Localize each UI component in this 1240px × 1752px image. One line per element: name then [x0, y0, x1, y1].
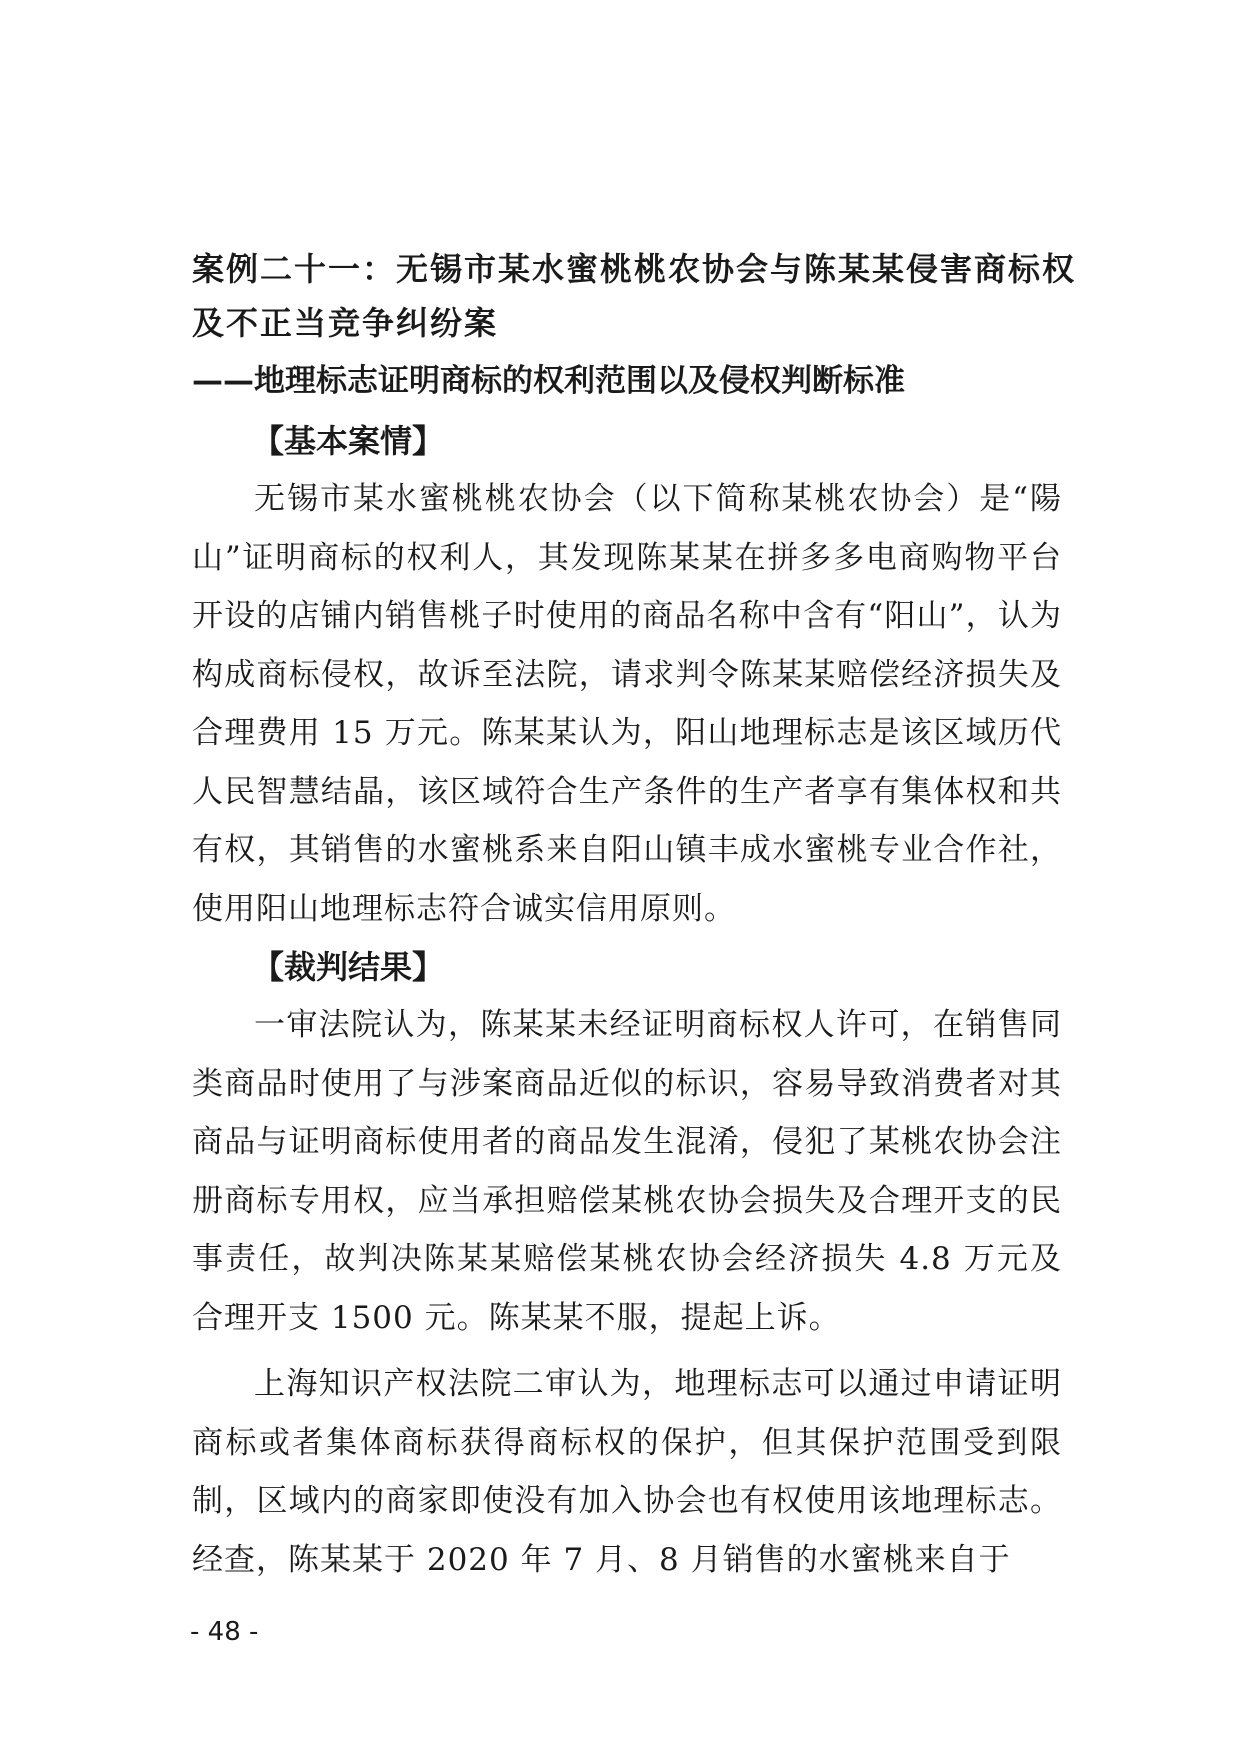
case-title-line-1: 案例二十一：无锡市某水蜜桃桃农协会与陈某某侵害商标权	[192, 250, 1077, 288]
judgment-heading: 【裁判结果】	[252, 948, 445, 986]
page-number: - 48 -	[190, 1617, 259, 1647]
second-instance-paragraph: 上海知识产权法院二审认为，地理标志可以通过申请证明商标或者集体商标获得商标权的保护，但其保护范围受到限制，区域内的商家即使没有加入协会也有权使用该地理标志。经查，陈某某于 2020 年 7 月、8 月销售的水蜜桃来自于	[192, 1366, 1062, 1578]
document-body	[192, 242, 1077, 1589]
case-subtitle: ——地理标志证明商标的权利范围以及侵权判断标准	[192, 363, 905, 399]
first-instance-paragraph: 一审法院认为，陈某某未经证明商标权人许可，在销售同类商品时使用了与涉案商品近似的标识，容易导致消费者对其商品与证明商标使用者的商品发生混淆，侵犯了某桃农协会注册商标专用权，应当承担赔偿某桃农协会损失及合理开支的民事责任，故判决陈某某赔偿某桃农协会经济损失 4.8 万元及合理开支 1500 元。陈某某不服，提起上诉。	[192, 1007, 1062, 1336]
basic-facts-heading: 【基本案情】	[252, 422, 445, 460]
basic-facts-paragraph: 无锡市某水蜜桃桃农协会（以下简称某桃农协会）是“陽山”证明商标的权利人，其发现陈某某在拼多多电商购物平台开设的店铺内销售桃子时使用的商品名称中含有“阳山”，认为构成商标侵权，故诉至法院，请求判令陈某某赔偿经济损失及合理费用 15 万元。陈某某认为，阳山地理标志是该区域历代人民智慧结晶，该区域符合生产条件的生产者享有集体权和共有权，其销售的水蜜桃系来自阳山镇丰成水蜜桃专业合作社，使用阳山地理标志符合诚实信用原则。	[192, 481, 1062, 927]
case-title-line-2: 及不正当竞争纠纷案	[192, 304, 499, 342]
